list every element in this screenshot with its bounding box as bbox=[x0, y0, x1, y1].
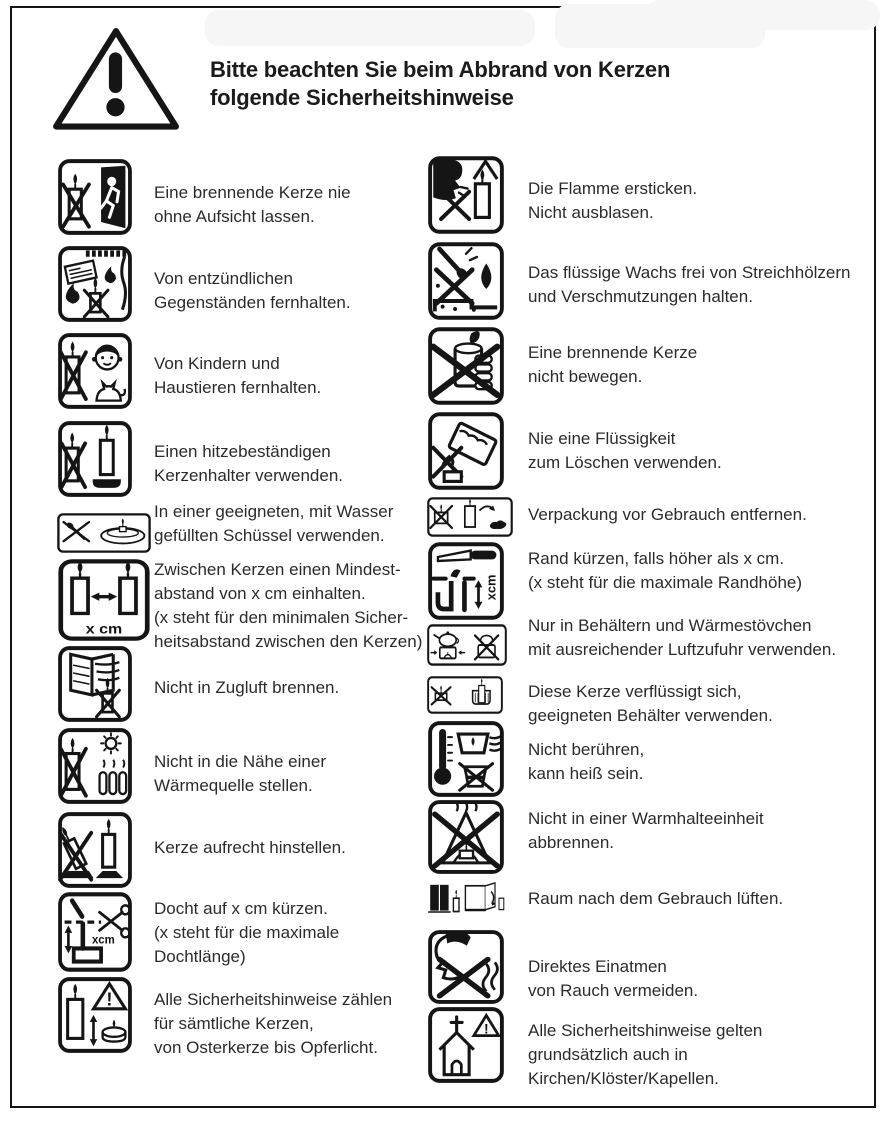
item-text bbox=[528, 341, 697, 389]
item-text-line: gefüllten Schüssel verwenden. bbox=[154, 526, 385, 545]
item-text bbox=[528, 807, 764, 855]
item-text bbox=[154, 352, 321, 400]
svg-text:!: ! bbox=[483, 1020, 489, 1037]
item-text bbox=[528, 177, 697, 225]
item-text-line: ohne Aufsicht lassen. bbox=[154, 207, 315, 226]
item-text-line: Die Flamme ersticken. bbox=[528, 179, 698, 198]
item-text-line: Wärmequelle stellen. bbox=[154, 776, 313, 795]
item-text-line: und Verschmutzungen halten. bbox=[528, 287, 753, 306]
item-text bbox=[154, 181, 351, 229]
item-text-line: von Rauch vermeiden. bbox=[528, 981, 699, 1000]
rim-trim-icon bbox=[427, 541, 505, 621]
heatproof-holder-icon bbox=[57, 420, 133, 498]
no-move-icon bbox=[427, 326, 505, 406]
item-text bbox=[154, 500, 393, 548]
item-text-line: kann heiß sein. bbox=[528, 764, 644, 783]
item-text-line: In einer geeigneten, mit Wasser bbox=[154, 502, 394, 521]
svg-text:x cm: x cm bbox=[85, 621, 123, 638]
item-text-line: Raum nach dem Gebrauch lüften. bbox=[528, 889, 784, 908]
page-title-line1: Bitte beachten Sie beim Abbrand von Kerzen bbox=[210, 57, 671, 82]
item-text-line: Das flüssige Wachs frei von Streichhölzern bbox=[528, 263, 851, 282]
item-text bbox=[154, 750, 326, 798]
item-text bbox=[528, 261, 851, 309]
item-text bbox=[154, 897, 339, 969]
item-text bbox=[528, 427, 722, 475]
item-text bbox=[154, 836, 346, 860]
item-text-line: Alle Sicherheitshinweise gelten bbox=[528, 1021, 763, 1040]
item-text bbox=[528, 738, 644, 786]
item-text-line: Eine brennende Kerze bbox=[528, 343, 698, 362]
scan-artifact bbox=[645, 0, 880, 30]
item-text bbox=[528, 503, 807, 527]
item-text-line: Verpackung vor Gebrauch entfernen. bbox=[528, 505, 807, 524]
item-text-line: Gegenständen fernhalten. bbox=[154, 293, 351, 312]
item-text-line: Kirchen/Klöster/Kapellen. bbox=[528, 1069, 719, 1088]
item-text bbox=[154, 676, 339, 700]
item-text-line: Docht auf x cm kürzen. bbox=[154, 899, 328, 918]
svg-text:xcm: xcm bbox=[91, 932, 115, 947]
air-supply-warmer-icon bbox=[427, 624, 507, 666]
item-text-line: für sämtliche Kerzen, bbox=[154, 1014, 314, 1033]
item-text-line: Nur in Behältern und Wärmestövchen bbox=[528, 616, 812, 635]
ventilate-room-icon bbox=[427, 881, 507, 923]
water-bowl-icon bbox=[57, 513, 151, 553]
item-text bbox=[154, 988, 392, 1060]
svg-text:xcm: xcm bbox=[484, 574, 499, 601]
item-text-line: abstand von x cm einhalten. bbox=[154, 584, 366, 603]
svg-text:!: ! bbox=[106, 988, 113, 1010]
item-text-line: Von entzündlichen bbox=[154, 269, 293, 288]
item-text-line: Einen hitzebeständigen bbox=[154, 442, 331, 461]
item-text-line: Kerze aufrecht hinstellen. bbox=[154, 838, 346, 857]
item-text bbox=[528, 1019, 762, 1091]
all-candle-types-icon bbox=[57, 976, 133, 1054]
item-text-line: Dochtlänge) bbox=[154, 947, 246, 966]
item-text-line: Nicht in die Nähe einer bbox=[154, 752, 326, 771]
item-text bbox=[528, 547, 802, 595]
snuff-flame-icon bbox=[427, 155, 505, 235]
item-text-line: Nicht in Zugluft brennen. bbox=[154, 678, 340, 697]
item-text-line: geeigneten Behälter verwenden. bbox=[528, 706, 773, 725]
no-smoke-inhale-icon bbox=[427, 929, 505, 1005]
item-text bbox=[154, 558, 422, 654]
upright-icon bbox=[57, 811, 133, 889]
item-text-line: (x steht für den minimalen Sicher- bbox=[154, 608, 409, 627]
flammable-objects-icon bbox=[57, 245, 133, 323]
candle-unattended-icon bbox=[57, 158, 133, 236]
item-text bbox=[154, 267, 351, 315]
heat-source-icon bbox=[57, 727, 133, 805]
item-text bbox=[154, 440, 343, 488]
item-text-line: Direktes Einatmen bbox=[528, 957, 667, 976]
item-text-line: Nie eine Flüssigkeit bbox=[528, 429, 676, 448]
item-text-line: abbrennen. bbox=[528, 833, 615, 852]
item-text-line: mit ausreichender Luftzufuhr verwenden. bbox=[528, 640, 837, 659]
hot-no-touch-icon bbox=[427, 720, 505, 798]
item-text-line: Eine brennende Kerze nie bbox=[154, 183, 351, 202]
scan-artifact bbox=[205, 10, 535, 46]
page-title bbox=[210, 56, 670, 112]
liquefies-container-icon bbox=[427, 676, 503, 714]
item-text bbox=[528, 955, 698, 1003]
page-title-line2: folgende Sicherheitshinweise bbox=[210, 85, 514, 110]
no-warming-unit-icon bbox=[427, 799, 505, 875]
item-text bbox=[528, 680, 773, 728]
no-liquid-extinguish-icon bbox=[427, 411, 505, 491]
draft-icon bbox=[57, 645, 133, 723]
item-text-line: Alle Sicherheitshinweise zählen bbox=[154, 990, 393, 1009]
min-distance-icon bbox=[57, 558, 151, 642]
item-text-line: Diese Kerze verflüssigt sich, bbox=[528, 682, 742, 701]
warning-triangle-icon bbox=[50, 26, 182, 130]
item-text-line: Kerzenhalter verwenden. bbox=[154, 466, 344, 485]
item-text bbox=[528, 614, 836, 662]
item-text-line: von Osterkerze bis Opferlicht. bbox=[154, 1038, 378, 1057]
item-text-line: (x steht für die maximale Randhöhe) bbox=[528, 573, 803, 592]
item-text-line: Nicht in einer Warmhalteeinheit bbox=[528, 809, 764, 828]
item-text-line: Nicht ausblasen. bbox=[528, 203, 654, 222]
item-text-line: Zwischen Kerzen einen Mindest- bbox=[154, 560, 401, 579]
item-text-line: nicht bewegen. bbox=[528, 367, 643, 386]
item-text-line: zum Löschen verwenden. bbox=[528, 453, 722, 472]
remove-packaging-icon bbox=[427, 497, 513, 537]
item-text-line: Von Kindern und bbox=[154, 354, 280, 373]
church-applies-icon bbox=[427, 1006, 505, 1084]
wick-trim-icon bbox=[57, 891, 133, 973]
item-text-line: heitsabstand zwischen den Kerzen) bbox=[154, 632, 423, 651]
item-text-line: Nicht berühren, bbox=[528, 740, 645, 759]
wax-clean-icon bbox=[427, 241, 505, 321]
children-pets-icon bbox=[57, 332, 133, 410]
item-text bbox=[528, 887, 783, 911]
item-text-line: Rand kürzen, falls höher als x cm. bbox=[528, 549, 785, 568]
item-text-line: (x steht für die maximale bbox=[154, 923, 340, 942]
item-text-line: Haustieren fernhalten. bbox=[154, 378, 322, 397]
item-text-line: grundsätzlich auch in bbox=[528, 1045, 688, 1064]
